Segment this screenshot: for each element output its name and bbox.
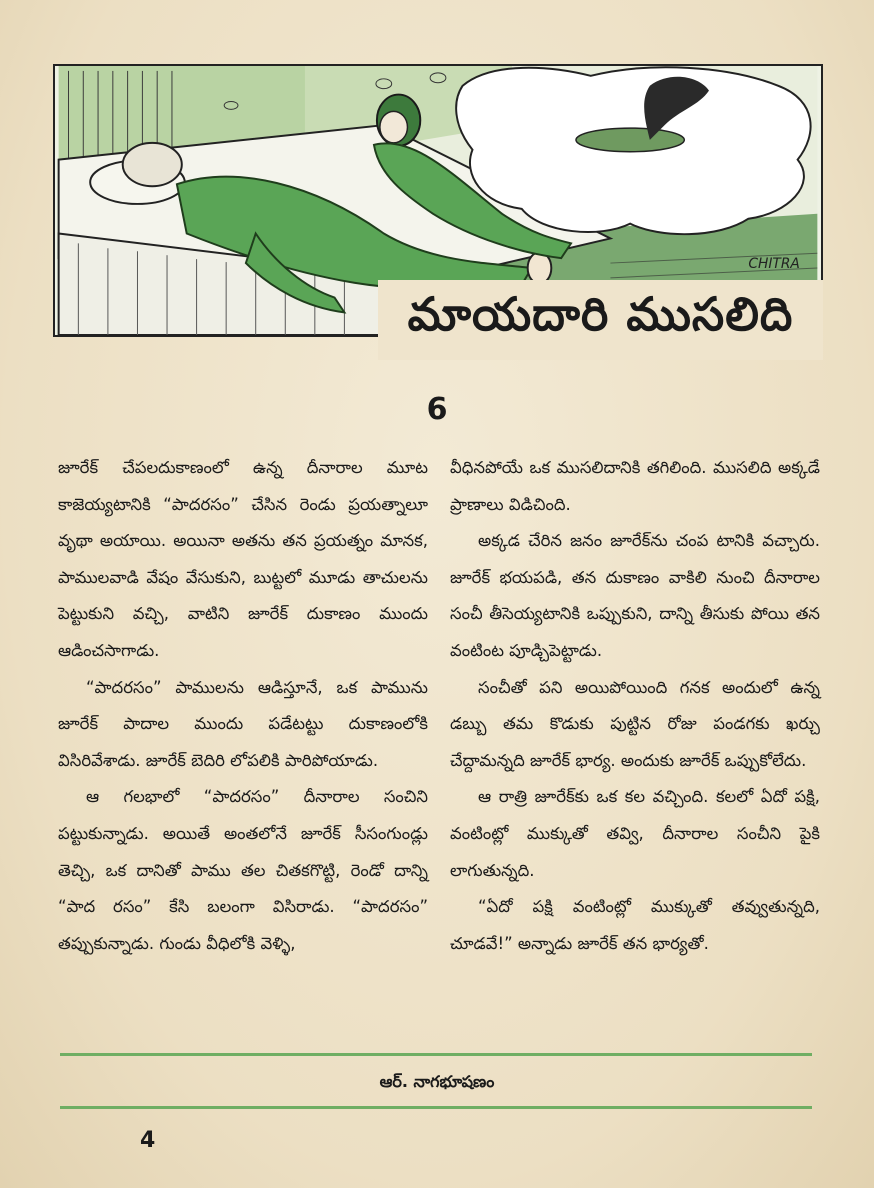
left-column — [58, 450, 428, 962]
paragraph: జూరేక్ చేపలదుకాణంలో ఉన్న దీనారాల మూట కాజెయ్యటానికి “పాదరసం” చేసిన రెండు ప్రయత్నాలూ వృథా అయాయి. అయినా అతను తన ప్రయత్నం మానక, పాములవాడి వేషం వేసుకుని, బుట్టలో మూడు తాచులను పెట్టుకుని వచ్చి, వాటిని జూరేక్ దుకాణం ముందు ఆడించసాగాడు. — [58, 458, 428, 660]
author-name: ఆర్. నాగభూషణం — [379, 1072, 495, 1091]
divider-top — [60, 1053, 812, 1056]
paragraph: అక్కడ చేరిన జనం జూరేక్‌ను చంప టానికి వచ్చారు. జూరేక్ భయపడి, తన దుకాణం వాకిలి నుంచి దీనారాల సంచీ తీసెయ్యటానికి ఒప్పుకుని, దాన్ని తీసుకు పోయి తన వంటింట పూడ్చిపెట్టాడు. — [450, 531, 820, 660]
part-number: 6 — [426, 392, 448, 427]
paragraph: వీధినపోయే ఒక ముసలిదానికి తగిలింది. ముసలిది అక్కడే ప్రాణాలు విడిచింది. — [450, 458, 820, 514]
page-number: 4 — [140, 1128, 156, 1153]
paragraph: సంచీతో పని అయిపోయింది గనక అందులో ఉన్న డబ్బు తమ కొడుకు పుట్టిన రోజు పండగకు ఖర్చు చేద్దామన్నది జూరేక్ భార్య. అందుకు జూరేక్ ఒప్పుకోలేదు. — [450, 677, 820, 770]
paragraph: “ఏదో పక్షి వంటింట్లో ముక్కుతో తవ్వుతున్నది, చూడవే!” అన్నాడు జూరేక్ తన భార్యతో. — [450, 897, 820, 953]
right-column — [450, 450, 820, 962]
divider-bottom — [60, 1106, 812, 1109]
title-box — [378, 280, 823, 360]
artist-signature: CHITRA — [748, 255, 800, 272]
story-title: మాయదారి ముసలిది — [407, 287, 794, 341]
paragraph: ఆ రాత్రి జూరేక్‌కు ఒక కల వచ్చింది. కలలో ఏదో పక్షి, వంటింట్లో ముక్కుతో తవ్వి, దీనారాల సంచీని పైకి లాగుతున్నది. — [450, 787, 820, 880]
paragraph: ఆ గలభాలో “పాదరసం” దీనారాల సంచిని పట్టుకున్నాడు. అయితే అంతలోనే జూరేక్ సీసంగుండ్లు తెచ్చి, ఒక దానితో పాము తల చితకగొట్టి, రెండో దాన్ని “పాద రసం” కేసి బలంగా విసిరాడు. “పాదరసం” తప్పుకున్నాడు. గుండు వీధిలోకి వెళ్ళి, — [58, 787, 428, 953]
paragraph: “పాదరసం” పాములను ఆడిస్తూనే, ఒక పామును జూరేక్ పాదాల ముందు పడేటట్టు దుకాణంలోకి విసిరివేశాడు. జూరేక్ బెదిరి లోపలికి పారిపోయాడు. — [58, 677, 428, 770]
